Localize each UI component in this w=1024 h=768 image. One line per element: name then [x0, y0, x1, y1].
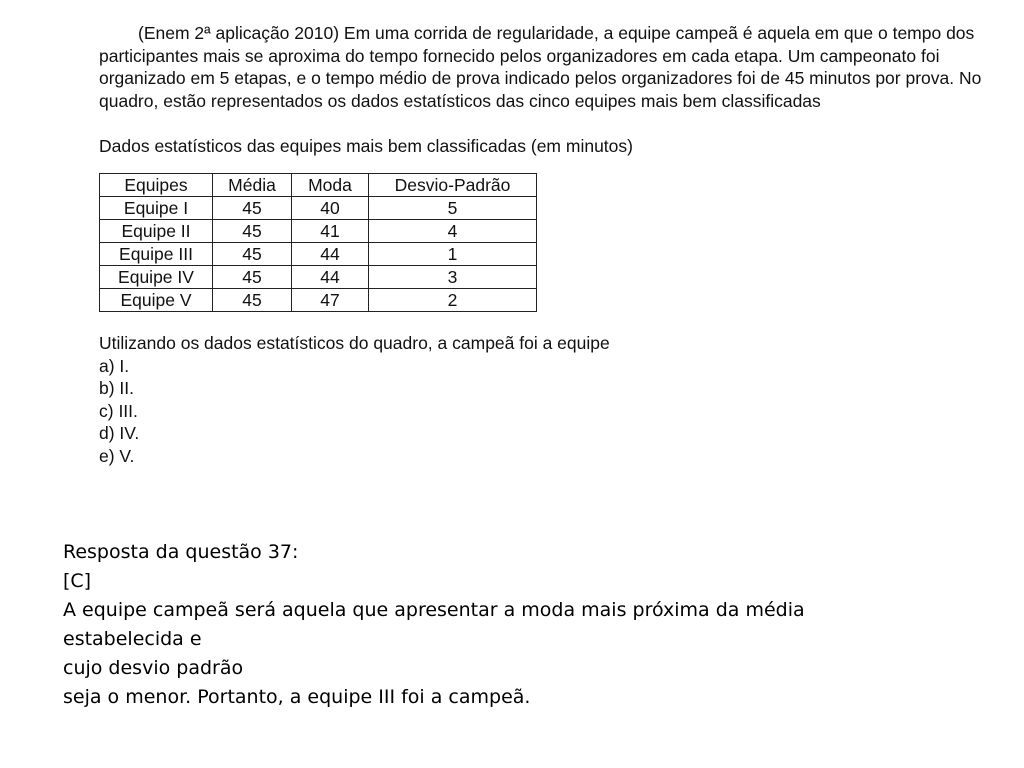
cell-desvio: 3	[369, 266, 537, 289]
header-equipes: Equipes	[100, 174, 213, 197]
answer-explanation-line-4: seja o menor. Portanto, a equipe III foi a campeã.	[63, 686, 531, 708]
cell-media: 45	[213, 243, 292, 266]
table-header-row	[100, 174, 537, 197]
cell-team: Equipe IV	[100, 266, 213, 289]
table-row	[100, 197, 537, 220]
option-c: c) III.	[99, 400, 138, 421]
answer-explanation-line-1: A equipe campeã será aquela que apresentar a moda mais próxima da média	[63, 599, 805, 621]
cell-media: 45	[213, 289, 292, 312]
cell-moda: 47	[292, 289, 369, 312]
answer-explanation-line-2: estabelecida e	[63, 628, 202, 650]
question-scan	[99, 22, 989, 467]
answer-heading: Resposta da questão 37:	[63, 541, 299, 563]
cell-media: 45	[213, 266, 292, 289]
cell-moda: 44	[292, 243, 369, 266]
table-row	[100, 243, 537, 266]
question-intro: (Enem 2ª aplicação 2010) Em uma corrida de regularidade, a equipe campeã é aquela em que o tempo dos participantes mais se aproxima do tempo fornecido pelos organizadores em cada etapa. Um campeonato foi organizado em 5 etapas, e o tempo médio de prova indicado pelos organizadores foi de 45 minutos por prova. No quadro, estão representados os dados estatísticos das cinco equipes mais bem classificadas	[99, 23, 982, 111]
table-row	[100, 220, 537, 243]
cell-team: Equipe V	[100, 289, 213, 312]
answer-block	[63, 538, 963, 712]
option-a: a) I.	[99, 355, 130, 376]
header-desvio-padrao: Desvio-Padrão	[369, 174, 537, 197]
cell-desvio: 5	[369, 197, 537, 220]
option-e: e) V.	[99, 445, 135, 466]
cell-desvio: 2	[369, 289, 537, 312]
answer-letter: [C]	[63, 570, 92, 592]
cell-team: Equipe I	[100, 197, 213, 220]
cell-media: 45	[213, 220, 292, 243]
table-row	[100, 266, 537, 289]
cell-team: Equipe II	[100, 220, 213, 243]
stats-table	[99, 173, 537, 312]
cell-moda: 41	[292, 220, 369, 243]
cell-team: Equipe III	[100, 243, 213, 266]
option-d: d) IV.	[99, 423, 140, 443]
cell-media: 45	[213, 197, 292, 220]
cell-desvio: 1	[369, 243, 537, 266]
header-moda: Moda	[292, 174, 369, 197]
cell-desvio: 4	[369, 220, 537, 243]
table-row	[100, 289, 537, 312]
question-prompt: Utilizando os dados estatísticos do quadro, a campeã foi a equipe	[99, 333, 610, 353]
answer-options	[99, 355, 989, 468]
answer-explanation-line-3: cujo desvio padrão	[63, 657, 244, 679]
cell-moda: 40	[292, 197, 369, 220]
header-media: Média	[213, 174, 292, 197]
table-title: Dados estatísticos das equipes mais bem classificadas (em minutos)	[99, 136, 633, 156]
option-b: b) II.	[99, 378, 135, 398]
cell-moda: 44	[292, 266, 369, 289]
